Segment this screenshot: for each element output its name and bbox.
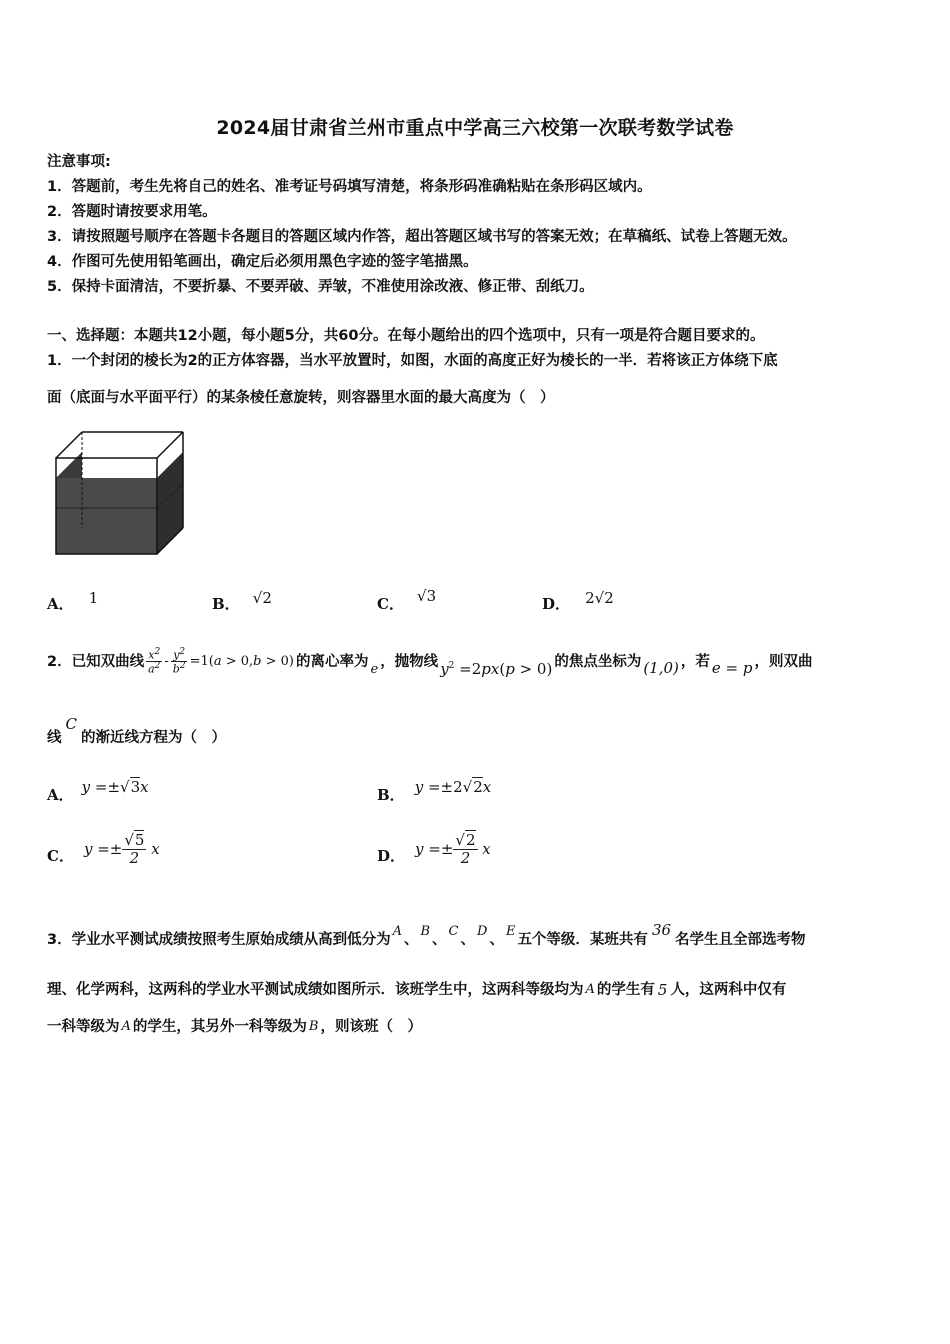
q2-option-a[interactable] (47, 776, 149, 804)
q3-grade-c: C (448, 924, 459, 939)
q3-text-8: 的学生，其另外一科等级为 (132, 1019, 307, 1035)
q1-option-d-label: D． (542, 595, 571, 613)
page-title: 2024届甘肃省兰州市重点中学高三六校第一次联考数学试卷 (216, 117, 734, 139)
q2-text-5: ，若 (680, 653, 710, 670)
q2-text-1: 2．已知双曲线 (47, 653, 145, 670)
q2-option-c-formula: y =± $\frac{√5}{2}$ x (83, 831, 160, 867)
q2-c: C (65, 715, 77, 733)
q2-option-d-label: D． (377, 846, 406, 865)
q2-option-d[interactable] (377, 832, 491, 866)
q2-text-7: 线 (47, 730, 62, 746)
q1-option-c-label: C． (377, 595, 404, 613)
q1-option-d-value: 2√2 (585, 589, 614, 607)
q1-line-2: 面（底面与水平面平行）的某条棱任意旋转，则容器里水面的最大高度为（ ） (47, 390, 555, 406)
q2-text-8: 的渐近线方程为（ ） (80, 730, 226, 746)
q2-e-eq-p: e = p (711, 658, 753, 677)
q3-grade-e: E (505, 924, 516, 939)
q1-option-a-label: A． (47, 595, 74, 613)
notice-item-2: 2．答题时请按要求用笔。 (47, 204, 217, 220)
q3-grade-a-2: A (585, 982, 595, 997)
q2-text-3: ，抛物线 (380, 653, 439, 670)
q1-option-a-value: 1 (88, 589, 99, 607)
q2-option-b[interactable] (377, 776, 492, 804)
q3-grade-a-3: A (121, 1019, 131, 1034)
q2-condition: =1(a > 0,b > 0) (189, 653, 294, 669)
q3-text-2: 五个等级．某班共有 (517, 932, 648, 948)
q1-option-c[interactable] (377, 587, 437, 614)
q2-option-a-formula: y =±√3x (81, 777, 149, 796)
q1-option-b[interactable] (212, 589, 272, 614)
q3-sep-1: 、 (403, 932, 419, 948)
q3-num-5: 5 (657, 981, 668, 999)
q3-grade-b: B (420, 924, 431, 939)
q2-frac-x: $\frac{x^2}{a^2}$ (148, 647, 161, 676)
q3-grade-b-2: B (308, 1019, 319, 1034)
q2-focus: (1,0) (643, 658, 679, 677)
q2-option-a-label: A． (47, 786, 74, 804)
q3-text-1: 3．学业水平测试成绩按照考生原始成绩从高到低分为 (47, 932, 391, 948)
q3-line-2 (47, 980, 786, 1000)
q3-text-7: 一科等级为 (47, 1019, 120, 1035)
q2-text-6: ，则双曲 (754, 653, 813, 670)
notice-item-4: 4．作图可先使用铅笔画出，确定后必须用黑色字迹的签字笔描黑。 (47, 254, 478, 270)
q3-text-9: ，则该班（ ） (320, 1019, 422, 1035)
notice-heading: 注意事项: (47, 154, 111, 170)
q2-option-d-formula: y =± $\frac{√2}{2}$ x (415, 831, 491, 867)
q3-text-6: 人，这两科中仅有 (670, 982, 787, 998)
q3-grade-a: A (392, 924, 402, 939)
q3-num-36: 36 (651, 921, 672, 939)
q3-line-3 (47, 1017, 422, 1037)
section-heading: 一、选择题：本题共12小题，每小题5分，共60分。在每小题给出的四个选项中，只有一项是符合题目要求的。 (47, 328, 765, 344)
q1-option-b-value: √2 (252, 589, 272, 607)
q2-text-2: 的离心率为 (295, 653, 369, 670)
cube-container-figure (54, 430, 186, 560)
q1-option-b-label: B． (212, 595, 240, 613)
q3-text-3: 名学生且全部选考物 (675, 932, 806, 948)
q3-sep-3: 、 (460, 932, 475, 948)
q2-parabola: $y^2 =2px(p > 0)$ (440, 660, 553, 679)
q2-line-2 (47, 715, 226, 748)
q1-option-d[interactable] (542, 589, 614, 614)
q1-line-1: 1．一个封闭的棱长为2的正方体容器，当水平放置时，如图，水面的高度正好为棱长的一半．若将该正方体绕下底 (47, 353, 778, 369)
q2-text-4: 的焦点坐标为 (554, 653, 642, 670)
q3-grade-d: D (477, 924, 488, 939)
q1-option-a[interactable] (47, 589, 99, 614)
q3-text-5: 的学生有 (596, 982, 655, 998)
q2-e: e (370, 661, 379, 677)
q3-sep-2: 、 (432, 932, 447, 948)
notice-item-5: 5．保持卡面清洁，不要折暴、不要弄破、弄皱，不准使用涂改液、修正带、刮纸刀。 (47, 279, 594, 295)
q2-option-c-label: C． (47, 846, 74, 865)
notice-item-1: 1．答题前，考生先将自己的姓名、准考证号码填写清楚，将条形码准确粘贴在条形码区域内。 (47, 179, 652, 195)
q2-option-b-label: B． (377, 786, 405, 804)
q3-sep-4: 、 (489, 932, 504, 948)
q1-option-c-value: √3 (417, 587, 437, 605)
q2-line-1 (47, 647, 813, 679)
q2-option-c[interactable] (47, 832, 160, 866)
q3-line-1 (47, 921, 806, 950)
notice-item-3: 3．请按照题号顺序在答题卡各题目的答题区域内作答，超出答题区域书写的答案无效；在草稿纸、试卷上答题无效。 (47, 229, 797, 245)
q2-frac-y: $\frac{y^2}{b^2}$ (172, 647, 186, 676)
q2-minus: - (164, 653, 169, 669)
q3-text-4: 理、化学两科，这两科的学业水平测试成绩如图所示．该班学生中，这两科等级均为 (47, 982, 584, 998)
q2-option-b-formula: y =±2√2x (414, 777, 492, 796)
